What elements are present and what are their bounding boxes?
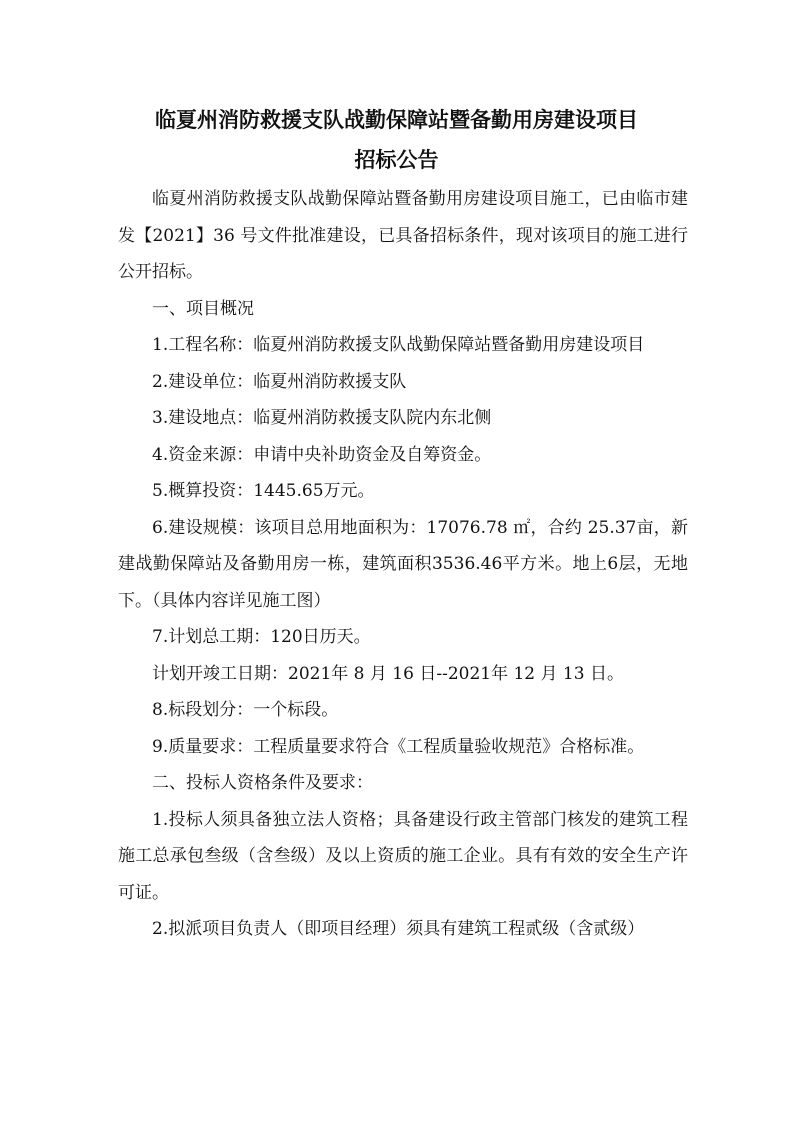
intro-paragraph: 临夏州消防救援支队战勤保障站暨备勤用房建设项目施工，已由临市建发【2021】36 号文件批准建设，已具备招标条件，现对该项目的施工进行公开招标。 [118, 189, 688, 282]
document-body [118, 181, 688, 948]
construction-site-item: 3.建设地点：临夏州消防救援支队院内东北侧 [152, 408, 492, 428]
bidder-qualification-item: 1.投标人须具备独立法人资格；具备建设行政主管部门核发的建筑工程施工总承包叁级（含叁级）及以上资质的施工企业。具有有效的安全生产许可证。 [118, 809, 688, 903]
section-heading-qualification: 二、投标人资格条件及要求： [152, 773, 373, 793]
construction-unit-item: 2.建设单位：临夏州消防救援支队 [152, 371, 407, 392]
document-subtitle: 招标公告 [354, 148, 439, 172]
project-name-item: 1.工程名称：临夏州消防救援支队战勤保障站暨备勤用房建设项目 [152, 335, 645, 355]
quality-requirement-item: 9.质量要求：工程质量要求符合《工程质量验收规范》合格标准。 [152, 736, 645, 757]
lot-division-item: 8.标段划分：一个标段。 [152, 700, 339, 720]
funding-source-item: 4.资金来源：申请中央补助资金及自筹资金。 [152, 444, 492, 465]
project-manager-item: 2.拟派项目负责人（即项目经理）须具有建筑工程贰级（含贰级） [152, 919, 645, 939]
document-title: 临夏州消防救援支队战勤保障站暨备勤用房建设项目 [155, 108, 638, 132]
total-duration-item: 7.计划总工期：120日历天。 [152, 627, 371, 647]
section-heading-overview: 一、项目概况 [152, 298, 254, 319]
construction-scale-item: 6.建设规模：该项目总用地面积为：17076.78 ㎡，合约 25.37亩，新建战勤保障站及备勤用房一栋，建筑面积3536.46平方米。地上6层，无地下。（具体内容详见施工图） [118, 517, 688, 611]
schedule-dates-item: 计划开竣工日期：2021年 8 月 16 日--2021年 12 月 13 日。 [152, 663, 624, 684]
budget-item: 5.概算投资：1445.65万元。 [152, 481, 375, 501]
